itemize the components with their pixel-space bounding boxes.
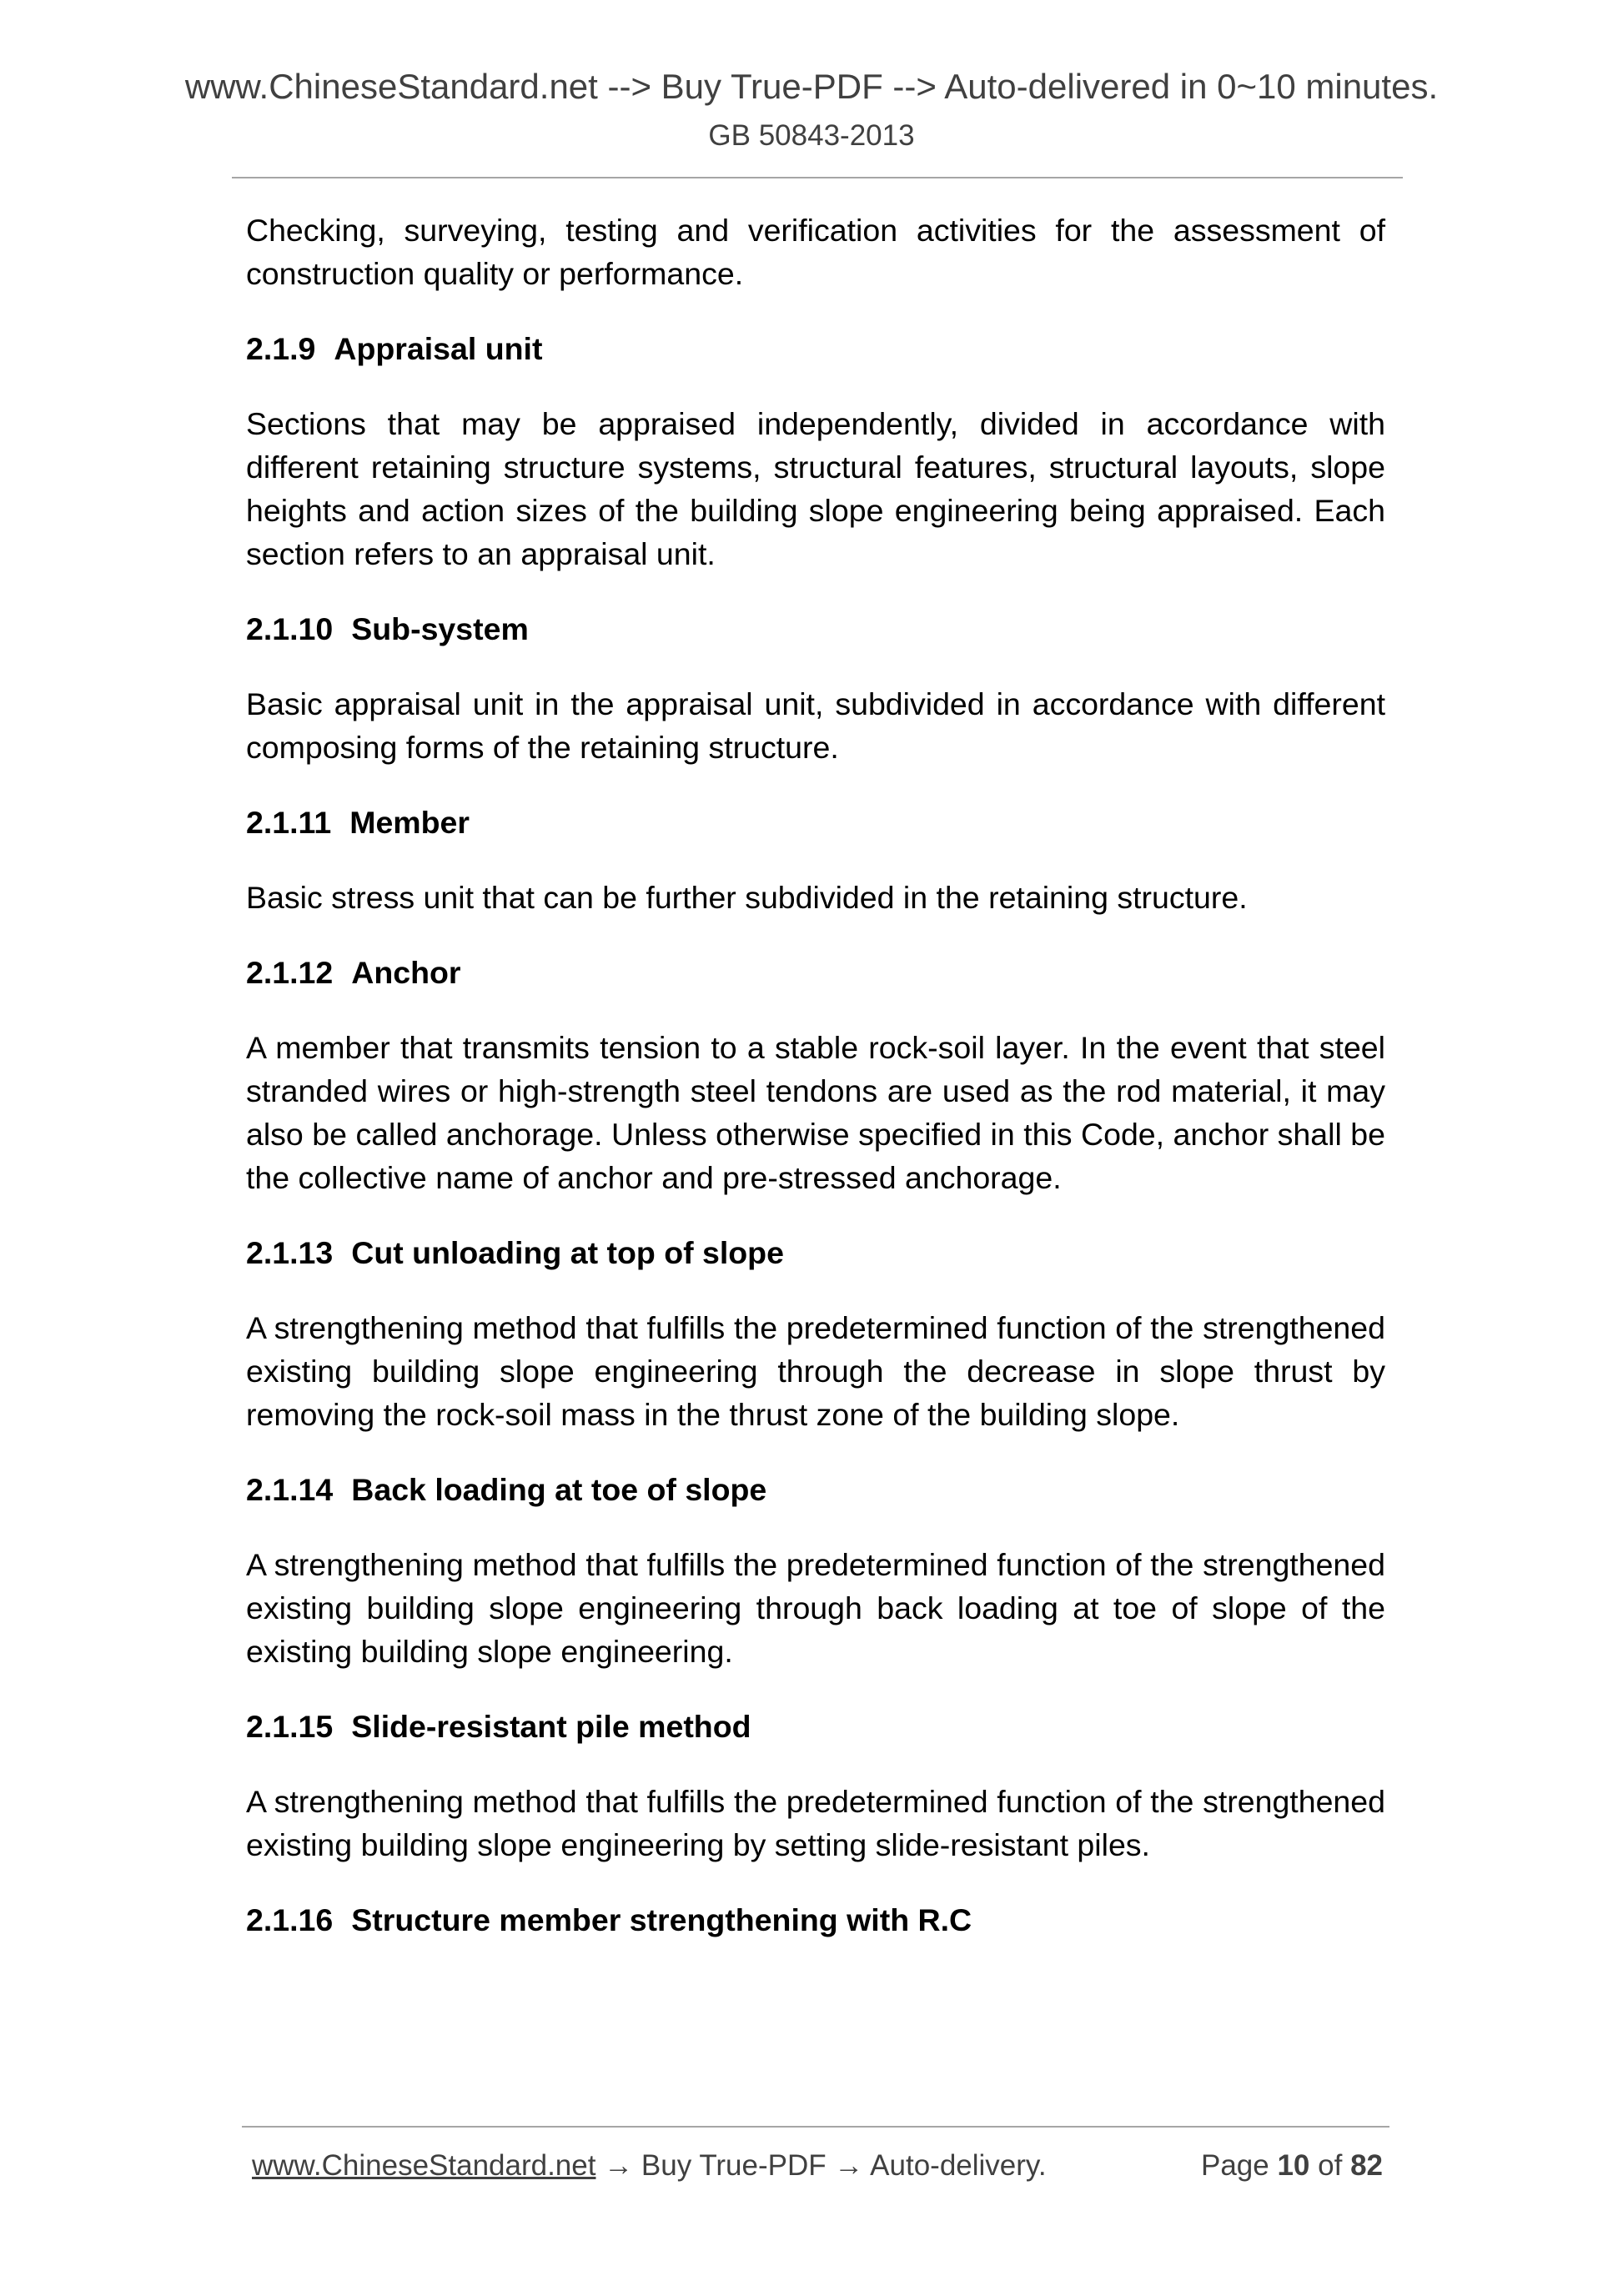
clause-text-2-1-12: A member that transmits tension to a stable rock-soil layer. In the event that steel stranded wires or high-strength steel tendons are used as the rod material, it may also be called anchorage. Unless otherwise specified in this Code, anchor shall be the collective name of anchor and pre-stressed anchorage. — [246, 1030, 1385, 1195]
clause-text-2-1-14: A strengthening method that fulfills the predetermined function of the strengthened existing building slope engineering through back loading at toe of slope of the existing building slope engineering. — [246, 1547, 1385, 1669]
clause-heading-2-1-16 — [246, 1898, 1385, 1942]
clause-title: Sub-system — [351, 611, 529, 646]
clause-number: 2.1.14 — [246, 1472, 334, 1507]
clause-title: Appraisal unit — [334, 331, 543, 366]
page-indicator — [1201, 2145, 1383, 2187]
clause-text-2-1-13: A strengthening method that fulfills the predetermined function of the strengthened existing building slope engineering through the decrease in slope thrust by removing the rock-soil mass in the thrust zone of the building slope. — [246, 1310, 1385, 1432]
clause-title: Structure member strengthening with R.C — [351, 1902, 972, 1937]
clause-heading-2-1-15 — [246, 1705, 1385, 1748]
clause-text-2-1-9: Sections that may be appraised independently, divided in accordance with different retaining structure systems, structural features, structural layouts, slope heights and action sizes of the building slope engineering being appraised. Each section refers to an appraisal unit. — [246, 406, 1385, 571]
clause-number: 2.1.12 — [246, 955, 334, 990]
clause-number: 2.1.9 — [246, 331, 316, 366]
clause-heading-2-1-9 — [246, 327, 1385, 370]
page-of-label: of — [1318, 2149, 1343, 2182]
clause-heading-2-1-14 — [246, 1468, 1385, 1511]
clause-heading-2-1-10 — [246, 607, 1385, 651]
clause-number: 2.1.15 — [246, 1709, 334, 1744]
page-number: 10 — [1277, 2149, 1310, 2182]
clause-title: Slide-resistant pile method — [351, 1709, 751, 1744]
clause-heading-2-1-13 — [246, 1231, 1385, 1274]
clause-text-2-1-10: Basic appraisal unit in the appraisal unit, subdivided in accordance with different composing forms of the retaining structure. — [246, 686, 1385, 765]
clause-title: Back loading at toe of slope — [351, 1472, 767, 1507]
clause-heading-2-1-11 — [246, 801, 1385, 844]
clause-number: 2.1.11 — [246, 805, 332, 840]
clause-title: Member — [349, 805, 470, 840]
clause-heading-2-1-12 — [246, 951, 1385, 994]
footer-site-link[interactable]: www.ChineseStandard.net — [252, 2149, 596, 2182]
clause-title: Anchor — [351, 955, 461, 990]
clause-text-2-1-15: A strengthening method that fulfills the predetermined function of the strengthened existing building slope engineering by setting slide-resistant piles. — [246, 1784, 1385, 1862]
clause-text-2-1-11: Basic stress unit that can be further subdivided in the retaining structure. — [246, 880, 1248, 915]
clause-title: Cut unloading at top of slope — [351, 1235, 784, 1270]
header-divider — [232, 177, 1403, 178]
header-banner: www.ChineseStandard.net --> Buy True-PDF --> Auto-delivered in 0~10 minutes. — [184, 67, 1439, 106]
page-footer — [252, 2145, 1383, 2187]
clause-number: 2.1.10 — [246, 611, 334, 646]
standard-number: GB 50843-2013 — [708, 119, 915, 152]
clause-number: 2.1.16 — [246, 1902, 334, 1937]
footer-divider — [242, 2126, 1389, 2128]
page-label: Page — [1200, 2149, 1269, 2182]
footer-trail-text: → Buy True-PDF → Auto-delivery. — [595, 2149, 1047, 2182]
document-body — [246, 208, 1385, 1973]
intro-paragraph: Checking, surveying, testing and verification activities for the assessment of construction quality or performance. — [246, 213, 1385, 291]
clause-number: 2.1.13 — [246, 1235, 334, 1270]
page-total: 82 — [1350, 2149, 1383, 2182]
